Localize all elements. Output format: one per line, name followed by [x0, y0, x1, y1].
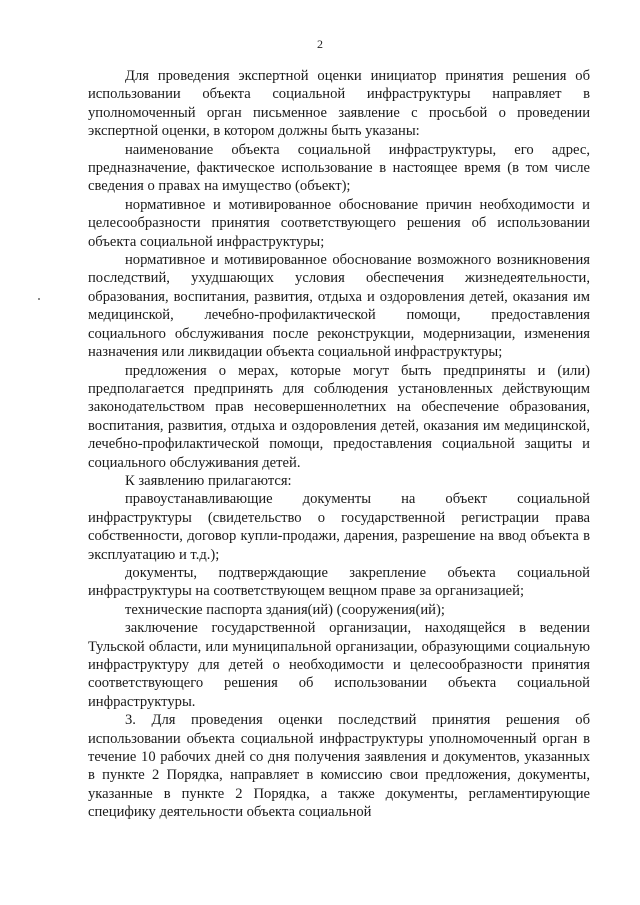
paragraph-item-proposals: предложения о мерах, которые могут быть предприняты и (или) предполагается предпринять для соблюдения установленных действующим законодательством прав несовершеннолетних на обеспечение образования, воспитания, развития, отдыха и оздоровления детей, оказания им медицинской, лечебно-профилактической помощи, предоставления социальной защиты и социального обслуживания детей.: [88, 362, 590, 471]
paragraph-item-consequences: нормативное и мотивированное обоснование возможного возникновения последствий, ухудшающих условия обеспечения жизнедеятельности, образования, воспитания, развития, отдыха и оздоровления детей, оказания им медицинской, лечебно-профилактической помощи, предоставления социального обслуживания после реконструкции, модернизации, изменения назначения или ликвидации объекта социальной инфраструктуры;: [88, 252, 590, 361]
paragraph-section-3: 3. Для проведения оценки последствий принятия решения об использовании объекта социальной инфраструктуры уполномоченный орган в течение 10 рабочих дней со дня получения заявления и документов, указанных в пункте 2 Порядка, направляет в комиссию свои предложения, документы, указанные в пункте 2 Порядка, а также документы, регламентирующие специфику деятельности объекта социальной: [88, 712, 590, 821]
page-number: 2: [317, 37, 323, 51]
paragraph-item-justification: нормативное и мотивированное обоснование причин необходимости и целесообразности принятия соответствующего решения об использовании объекта социальной инфраструктуры;: [88, 196, 590, 250]
scan-speck: [38, 298, 40, 300]
paragraph-attachments-heading: К заявлению прилагаются:: [125, 472, 292, 489]
paragraph-attachment-conclusion: заключение государственной организации, находящейся в ведении Тульской области, или муниципальной организации, образующими социальную инфраструктуру для детей о необходимости и целесообразности принятия соответствующего решения об использовании объекта социальной инфраструктуры.: [88, 620, 590, 710]
paragraph-attachment-title-documents: правоустанавливающие документы на объект социальной инфраструктуры (свидетельство о государственной регистрации права собственности, договор купли-продажи, дарения, разрешение на ввод объекта в эксплуатацию и т.д.);: [88, 491, 590, 563]
paragraph-item-name: наименование объекта социальной инфраструктуры, его адрес, предназначение, фактическое использование в настоящее время (в том числе сведения о правах на имущество (объект);: [88, 141, 590, 195]
paragraph-attachment-confirming-documents: документы, подтверждающие закрепление объекта социальной инфраструктуры на соответствующем вещном праве за организацией;: [88, 564, 590, 600]
document-body: [88, 67, 590, 822]
paragraph-attachment-technical-passports: технические паспорта здания(ий) (сооружения(ий);: [125, 601, 445, 618]
paragraph-intro: Для проведения экспертной оценки инициатор принятия решения об использовании объекта социальной инфраструктуры направляет в уполномоченный орган письменное заявление с просьбой о проведении экспертной оценки, в котором должны быть указаны:: [88, 68, 590, 140]
